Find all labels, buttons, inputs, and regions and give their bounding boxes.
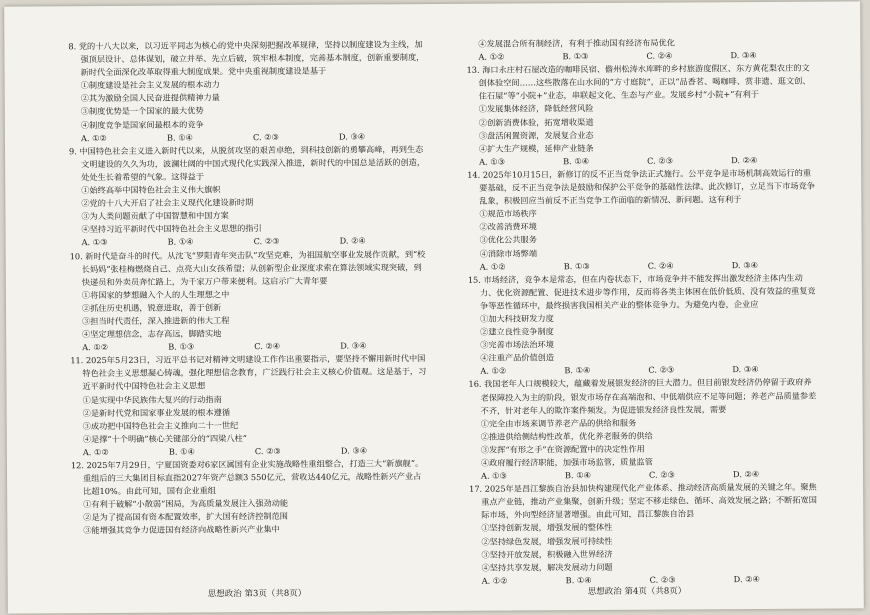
answer-choice: B. ①③	[168, 341, 195, 352]
right-column	[466, 36, 817, 588]
question-stem: 8. 党的十八大以来，以习近平同志为核心的党中央深刻把握改革规律，坚持以制度建设为主线，加强顶层设计、总体谋划，破立并举、先立后破，筑牢根本制度，完善基本制度，创新重要制度，新时代全面深化改革取得重大制度成果。党中央重视制度建设是基于	[68, 39, 425, 78]
question-block	[71, 457, 427, 538]
answer-choice: B. ①④	[168, 446, 195, 457]
question-stem: 16. 我国老年人口规模较大，蕴藏着发展银发经济的巨大潜力。但目前银发经济仍停留于政府养老保障投入为主的阶段，银发市场存在高端泡和、中低端供应不足等问题；养老产品质量参差不齐，针对老年人的欺诈案件频发。为促进银发经济良性发展，需要	[468, 377, 817, 416]
answer-choice: A. ①②	[82, 342, 109, 353]
question-option: ④坚持共享发展，解决发展动力问题	[481, 561, 613, 573]
question-option: ①有利于破解“小散弱”困局，为高质量发展注入强劲动能	[83, 498, 289, 510]
answer-choice: D. ②④	[732, 469, 760, 480]
question-option: ④注重产品价值创造	[480, 352, 555, 363]
answer-choice: A. ①②	[478, 51, 505, 62]
question-option: ④坚持习近平新时代中国特色社会主义思想的指引	[81, 223, 262, 235]
answer-choice: A. ①②	[481, 575, 508, 586]
question-option: ③能增强其竞争力促进国有经济向战略性新兴产业集中	[83, 524, 280, 536]
question-stem: 9. 中国特色社会主义进入新时代以来，从脱贫攻坚的艰苦卓绝，到科技创新的勇攀高峰，再到生态文明建设的久久为功，波澜壮阔的中国式现代化实践深入推进，新时代的中国总是活跃的创造，处处生长着希望的气象。这得益于	[69, 143, 426, 183]
question-option: ①始终高举中国特色社会主义伟大旗帜	[81, 184, 221, 196]
question-option: ③坚持开放发展，积极融入世界经济	[481, 548, 613, 560]
question-option: ③担当时代责任，深入推进新的伟大工程	[82, 315, 230, 327]
question-option: ①完全由市场来调节养老产品的供给和服务	[480, 417, 637, 429]
question-option: ④制度竞争是国家间最根本的竞争	[80, 118, 204, 130]
answer-choice: C. ②③	[647, 155, 673, 166]
answer-choice: C. ②③	[648, 469, 675, 480]
answer-choice: D. ③④	[732, 364, 759, 375]
question-stem: 11. 2025年5月23日，习近平总书记对精神文明建设工作作出重要指示，要坚持不懈用新时代中国特色社会主义思想凝心铸魂，强化理想信念教育，广泛践行社会主义核心价值观。这是基于，习近平新时代中国特色社会主义思想	[70, 353, 427, 392]
answer-choice: A. ①③	[480, 470, 507, 481]
question-block	[467, 167, 816, 274]
footer-left: 思想政治 第3页（共8页）	[207, 588, 307, 600]
answer-choice: D. ③④	[340, 445, 368, 456]
answer-choice: D. ③④	[730, 50, 757, 61]
answer-choice: A. ①③	[479, 156, 505, 167]
question-option: ①制度建设是社会主义发展的根本动力	[80, 79, 220, 91]
question-option: ④消除市场弊端	[479, 247, 538, 259]
answer-choice: D. ③④	[340, 340, 367, 351]
question-stem: 12. 2025年7月29日，宁夏国资委对6家区属国有企业实施战略性重组整合，打造三大“新旗舰”。重组后的三大集团目标直指2027年资产总额3 550亿元，营收达440亿元，战略性新兴产业占比超10%。由此可知，国有企业重组	[70, 458, 424, 497]
question-option: ④发展混合所有制经济，有利于推动国有经济布局优化	[478, 37, 675, 49]
question-block	[68, 38, 425, 145]
answer-choice: B. ①④	[166, 132, 193, 143]
answer-choice: A. ①②	[80, 132, 107, 143]
question-block	[69, 143, 426, 250]
question-option: ②改善消费环境	[479, 221, 537, 233]
question-block	[70, 352, 427, 459]
question-option: ②建立良性竞争制度	[480, 326, 554, 337]
question-option: ①将国家的梦想融入个人的人生理想之中	[81, 289, 230, 300]
question-option: ②是为了提高国有资本配置效率，扩大国有经济控制范围	[83, 511, 289, 523]
answer-choice: B. ①④	[563, 155, 590, 167]
question-stem: 15. 市场经济，竞争本是常态，但在内卷状态下，市场竞争并不能发挥出激发经济主体内生动力、优化资源配置、促进技术进步等作用，反而将各类主体困在低价低质、没有效益的重复竞争等恶性循环中，最终损害我国相关产业的整体竞争力。为避免内卷，企业应	[467, 272, 816, 311]
question-option: ③盘活闲置资源，发展复合业态	[478, 129, 594, 141]
question-stem: 17. 2025年是昌江黎族自治县加快构建现代化产业体系、推动经济高质量发展的关键之年。聚焦重点产业链，推动产业集聚，创新升级；坚定不移走绿色、循环、高效发展之路；不断拓宽国际市场，外向型经济显著增强。由此可知，昌江黎族自治县	[469, 481, 817, 521]
answer-choice: B. ①③	[563, 260, 590, 271]
question-block	[467, 62, 816, 169]
answer-choice: D. ②④	[339, 235, 366, 246]
question-option: ②是新时代党和国家事业发展的根本遵循	[82, 406, 231, 418]
answer-choice: D. ③④	[338, 131, 366, 142]
question-option: ①是实现中华民族伟大复兴的行动指南	[82, 393, 222, 405]
answer-choice: B. ①④	[564, 365, 591, 376]
question-option: ④坚定理想信念，志存高远，脚踏实地	[82, 328, 222, 340]
question-block	[70, 248, 427, 355]
question-block	[468, 376, 817, 483]
answer-choice: B. ①④	[564, 470, 591, 481]
question-option: ③完善市场法治环境	[480, 339, 554, 350]
question-option: ③制度优势是一个国家的最大优势	[80, 105, 204, 117]
question-option: ②坚持绿色发展，增强发展可持续性	[481, 535, 613, 547]
answer-choice: C. ②④	[647, 260, 674, 271]
footer-right: 思想政治 第4页（共8页）	[587, 586, 687, 598]
answer-choice: A. ①②	[82, 446, 109, 458]
question-option: ①坚持创新发展，增强发展的整体性	[481, 522, 613, 534]
answer-choice: C. ②④	[254, 341, 281, 352]
question-block	[468, 271, 817, 378]
answer-choice: D. ②④	[733, 573, 760, 585]
answer-choice: C. ②③	[254, 445, 281, 457]
answer-choice: D. ③④	[731, 259, 758, 270]
answer-choice: D. ②④	[731, 154, 758, 166]
question-option: ③优化公共服务	[479, 234, 537, 246]
question-option: ②抓住历史机遇，锐意进取，善于创新	[81, 302, 222, 314]
answer-choice: C. ②③	[649, 574, 676, 585]
exam-sheet	[4, 1, 864, 613]
question-option: ④扩大生产规模，延伸产业链条	[478, 142, 594, 154]
answer-choice: B. ①③	[562, 51, 589, 62]
question-option: ②推进供给侧结构性改革，优化养老服务的供给	[480, 430, 653, 442]
answer-choice: C. ②③	[253, 236, 280, 247]
question-option: ①发展集体经济，降低经营风险	[478, 103, 594, 115]
left-column	[68, 38, 427, 538]
question-option: ④政府履行经济职能，加强市场监管，质量监管	[480, 456, 653, 468]
question-option: ②其为激励全国人民奋进提供精神力量	[80, 92, 220, 104]
question-option: ③发挥“有形之手”在资源配置中的决定性作用	[480, 443, 645, 455]
answer-choice: A. ①②	[479, 261, 506, 272]
answer-choice: B. ①④	[167, 236, 194, 248]
answer-choice: B. ①④	[565, 574, 592, 586]
question-block	[469, 481, 818, 588]
question-option: ①加大科技研发力度	[480, 313, 554, 324]
answer-choice: C. ②③	[252, 131, 279, 142]
answer-choice: A. ①③	[81, 237, 108, 248]
question-option: ③为人类问题贡献了中国智慧和中国方案	[81, 210, 229, 222]
question-option: ②创新消费体验，拓宽增收渠道	[478, 116, 594, 128]
answer-choice: A. ①②	[480, 365, 507, 377]
question-option: ③成功把中国特色社会主义推向二十一世纪	[82, 419, 239, 431]
question-stem: 10. 新时代是奋斗的时代。从沈飞“罗阳青年突击队”攻坚克难，为祖国航空事业发展作贡献，到“校长妈妈”张桂梅燃烧自己、点亮大山女孩希望；从创新型企业深度求索在算法领域实现突破，到快递员和外卖员奔忙路上，为千家万户带来便利。这启示广大青年要	[69, 248, 426, 287]
question-stem: 14. 2025年10月15日，新修订的反不正当竞争法正式施行。公平竞争是市场机制高效运行的重要基础，反不正当竞争法是鼓励和保护公平竞争的基础性法律。此次修订，立足当下市场竞争乱象，积极回应当前反不正当竞争工作面临的新情况、新问题。这有利于	[467, 167, 815, 206]
question-option: ①规范市场秩序	[479, 208, 537, 219]
question-option: ④是撑“十个明确”核心关键部分的“四梁八柱”	[82, 432, 247, 444]
question-option: ②党的十八大开启了社会主义现代化建设新时期	[81, 197, 254, 209]
answer-choice: C. ②④	[646, 50, 673, 61]
answer-choice: C. ②③	[648, 364, 675, 376]
question-stem: 13. 海口永庄村石屋改造的咖啡民宿、儋州松涛水库畔的乡村旅游度假区、东方黄花梨农庄的文创体验空间……这些散落在山水间的“方寸庭院”，正以“品香茗、喝咖啡、赏非遗、逛文创、住石屋”等“小院+”业态，串联起文化、生态与产业。发展乡村“小院+”有利于	[466, 62, 811, 102]
